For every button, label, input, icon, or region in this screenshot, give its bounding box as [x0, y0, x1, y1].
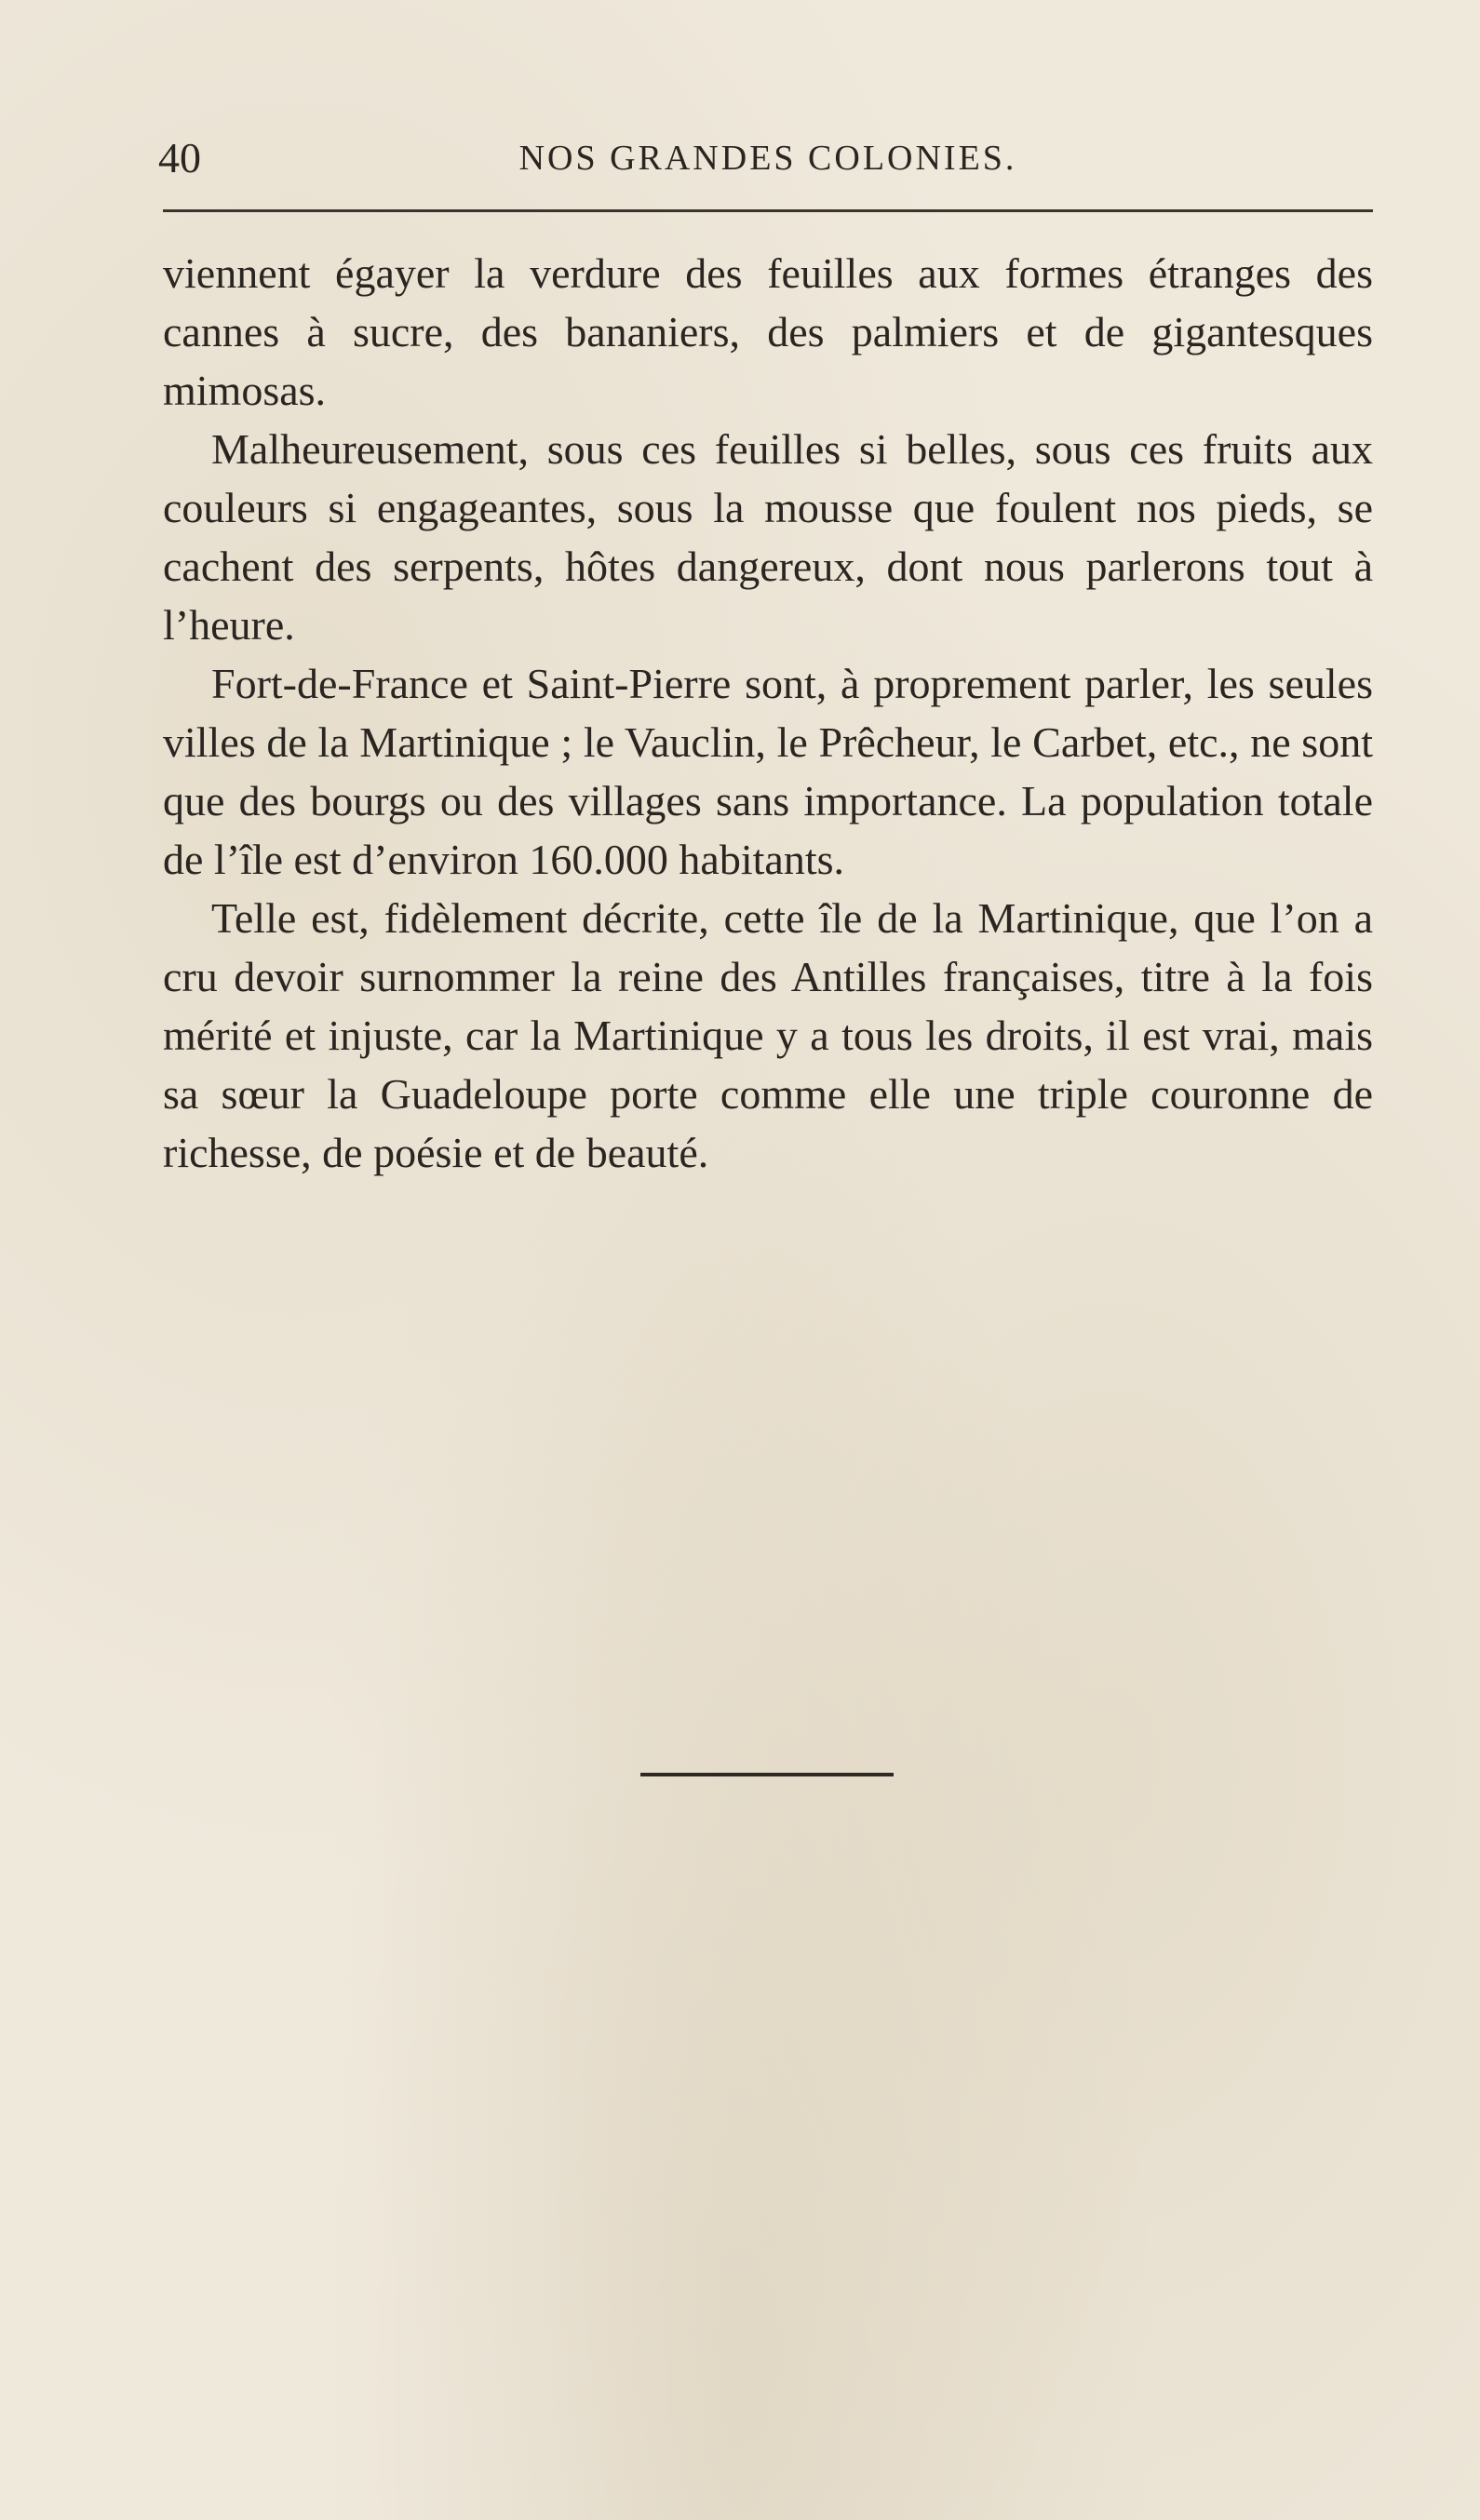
- running-title: NOS GRANDES COLONIES.: [518, 139, 1017, 178]
- paragraph-continuation: viennent égayer la verdure des feuilles aux formes étranges des cannes à sucre, des bananiers, des palmiers et de gigantesques mimosas.: [163, 249, 1373, 414]
- paragraph-reine-des-antilles: Telle est, fidèlement décrite, cette île de la Martinique, que l’on a cru devoir surnommer la reine des Antilles françaises, titre à la fois mérité et injuste, car la Martinique y a tous les droits, il est vrai, mais sa sœur la Guadeloupe porte comme elle une triple couronne de richesse, de poésie et de beauté.: [163, 894, 1373, 1176]
- header-rule: [163, 209, 1373, 212]
- paragraph-serpents: Malheureusement, sous ces feuilles si belles, sous ces fruits aux couleurs si engageantes, sous la mousse que foulent nos pieds, se cachent des serpents, hôtes dangereux, dont nous parlerons tout à l’heure.: [163, 425, 1373, 649]
- page-number: 40: [158, 134, 201, 181]
- page-header: [158, 130, 1378, 186]
- paragraph-villes: Fort-de-France et Saint-Pierre sont, à proprement parler, les seules villes de la Martinique ; le Vauclin, le Prêcheur, le Carbet, etc., ne sont que des bourgs ou des villages sans importance. La population totale de l’île est d’environ 160.000 habitants.: [163, 660, 1373, 883]
- body-text: [163, 244, 1373, 1182]
- end-of-section-rule: [640, 1773, 894, 1776]
